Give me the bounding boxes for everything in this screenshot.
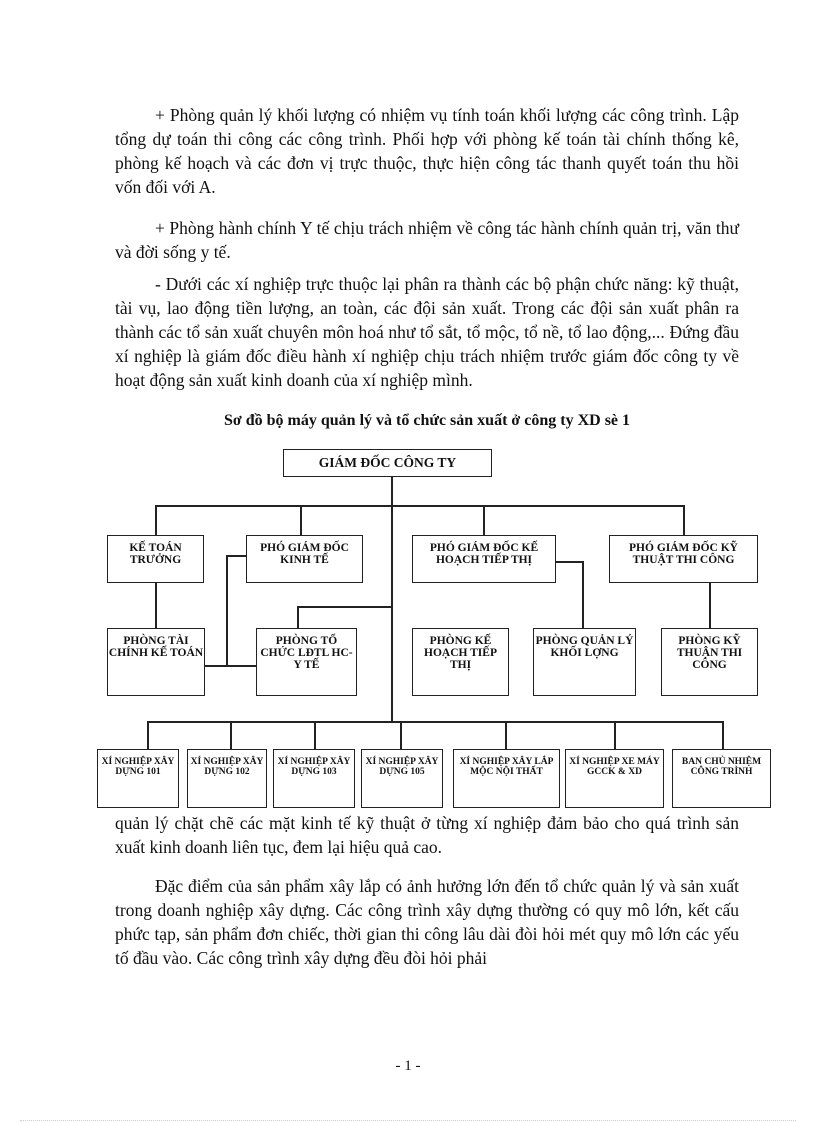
chart-box-chief-accountant: KẾ TOÁN TRƯỞNG [107,535,204,583]
org-chart-title: Sơ đồ bộ máy quản lý và tổ chức sản xuất ở công ty XD sè 1 [223,412,631,429]
paragraph-5: Đặc điểm của sản phẩm xây lắp có ảnh hưởng lớn đến tổ chức quản lý và sản xuất trong doanh nghiệp xây dựng. Các công trình xây dựng thường có quy mô lớn, kết cấu phức tạp, sản phẩm đơn chiếc, thời gian thi công lâu dài đòi hỏi mét quy mô lớn các yếu tố đầu vào. Các công trình xây dựng đều đòi hỏi phải [115,876,739,968]
page-number: - 1 - [395,1058,421,1074]
chart-box-deputy-planning: PHÓ GIÁM ĐỐC KẾ HOẠCH TIẾP THỊ [412,535,556,583]
chart-box-volume-dept: PHÒNG QUẢN LÝ KHỐI LỢNG [533,628,636,696]
paragraph-1: + Phòng quản lý khối lượng có nhiệm vụ tính toán khối lượng các công trình. Lập tổng dự toán thi công các công trình. Phối hợp với phòng kế toán tài chính thống kê, phòng kế hoạch và các đơn vị trực thuộc, thực hiện công tác thanh quyết toán thu hồi vốn đối với A. [115,105,739,197]
chart-box-deputy-economic: PHÓ GIÁM ĐỐC KINH TẾ [246,535,363,583]
chart-box-project-board: BAN CHỦ NHIỆM CÔNG TRÌNH [672,749,771,808]
chart-box-enterprise-103: XÍ NGHIỆP XÂY DỰNG 103 [273,749,355,808]
chart-box-technical-dept: PHÒNG KỸ THUẬN THI CÔNG [661,628,758,696]
chart-box-director: GIÁM ĐỐC CÔNG TY [283,449,492,477]
chart-box-enterprise-interior: XÍ NGHIỆP XÂY LẮP MỘC NỘI THẤT [453,749,560,808]
chart-box-planning-dept: PHÒNG KẾ HOẠCH TIẾP THỊ [412,628,509,696]
paragraph-4: quản lý chặt chẽ các mặt kinh tế kỹ thuật ở từng xí nghiệp đảm bảo cho quá trình sản xuất kinh doanh liên tục, đem lại hiệu quả cao. [115,813,739,857]
paragraph-3: - Dưới các xí nghiệp trực thuộc lại phân ra thành các bộ phận chức năng: kỹ thuật, tài vụ, lao động tiền lượng, an toàn, các đội sản xuất. Trong các đội sản xuất phân ra thành các tổ sản xuất chuyên môn hoá như tổ sắt, tổ mộc, tổ nề, tổ lao động,... Đứng đầu xí nghiệp là giám đốc điều hành xí nghiệp chịu trách nhiệm trước giám đốc công ty về hoạt động sản xuất kinh doanh của xí nghiệp mình. [115,274,739,390]
chart-box-finance-dept: PHÒNG TÀI CHÍNH KẾ TOÁN [107,628,205,696]
chart-box-deputy-technical: PHÓ GIÁM ĐỐC KỸ THUẬT THI CÔNG [609,535,758,583]
chart-box-enterprise-105: XÍ NGHIỆP XÂY DỰNG 105 [361,749,443,808]
chart-box-hr-dept: PHÒNG TỔ CHỨC LĐTL HC-Y TẾ [256,628,357,696]
page-divider [20,1120,796,1121]
chart-box-enterprise-101: XÍ NGHIỆP XÂY DỰNG 101 [97,749,179,808]
paragraph-2: + Phòng hành chính Y tế chịu trách nhiệm về công tác hành chính quản trị, văn thư và đời sống y tế. [115,218,739,262]
chart-box-enterprise-machinery: XÍ NGHIỆP XE MÁY GCCK & XD [565,749,664,808]
chart-box-enterprise-102: XÍ NGHIỆP XÂY DỰNG 102 [187,749,267,808]
